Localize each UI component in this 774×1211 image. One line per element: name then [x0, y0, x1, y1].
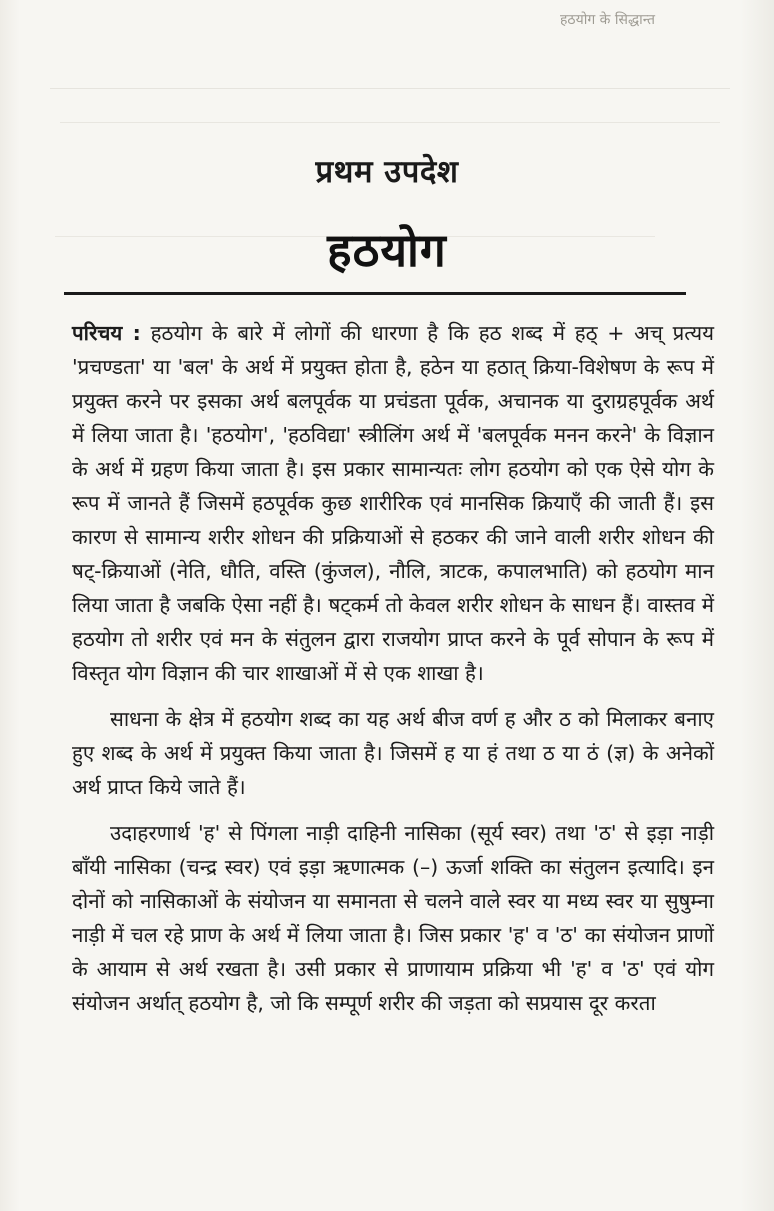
paragraph-lead: परिचय :: [72, 321, 141, 345]
bleed-through-decoration: [60, 122, 720, 129]
bleed-through-decoration: [50, 88, 730, 95]
paragraph-text: हठयोग के बारे में लोगों की धारणा है कि हठ शब्द में हठ् + अच् प्रत्यय 'प्रचण्डता' या 'बल' के अर्थ में प्रयुक्त होता है, हठेन या हठात् क्रिया-विशेषण के रूप में प्रयुक्त करने पर इसका अर्थ बलपूर्वक या प्रचंडता पूर्वक, अचानक या दुराग्रहपूर्वक अर्थ में लिया जाता है। 'हठयोग', 'हठविद्या' स्त्रीलिंग अर्थ में 'बलपूर्वक मनन करने' के विज्ञान के अर्थ में ग्रहण किया जाता है। इस प्रकार सामान्यतः लोग हठयोग को एक ऐसे योग के रूप में जानते हैं जिसमें हठपूर्वक कुछ शारीरिक एवं मानसिक क्रियाएँ की जाती हैं। इस कारण से सामान्य शरीर शोधन की प्रक्रियाओं से हठकर की जाने वाली शरीर शोधन की षट्-क्रियाओं (नेति, धौति, वस्ति (कुंजल), नौलि, त्राटक, कपालभाति) को हठयोग मान लिया जाता है जबकि ऐसा नहीं है। षट्कर्म तो केवल शरीर शोधन के साधन हैं। वास्तव में हठयोग तो शरीर एवं मन के संतुलन द्वारा राजयोग प्राप्त करने के पूर्व सोपान के रूप में विस्तृत योग विज्ञान की चार शाखाओं में से एक शाखा है।: [72, 321, 714, 685]
title-divider: [64, 292, 686, 295]
paragraph-example: [72, 816, 714, 1020]
paragraph-sadhana: [72, 702, 714, 804]
paragraph-text: साधना के क्षेत्र में हठयोग शब्द का यह अर्थ बीज वर्ण ह और ठ को मिलाकर बनाए हुए शब्द के अर्थ में प्रयुक्त किया जाता है। जिसमें ह या हं तथा ठ या ठं (ज्ञ) के अनेकों अर्थ प्राप्त किये जाते हैं।: [72, 707, 714, 799]
paragraph-text: उदाहरणार्थ 'ह' से पिंगला नाड़ी दाहिनी नासिका (सूर्य स्वर) तथा 'ठ' से इड़ा नाड़ी बाँयी नासिका (चन्द्र स्वर) एवं इड़ा ऋणात्मक (–) ऊर्जा शक्ति का संतुलन इत्यादि। इन दोनों को नासिकाओं के संयोजन या समानता से चलने वाले स्वर या मध्य स्वर या सुषुम्ना नाड़ी में चल रहे प्राण के अर्थ में लिया जाता है। जिस प्रकार 'ह' व 'ठ' का संयोजन प्राणों के आयाम से अर्थ रखता है। उसी प्रकार से प्राणायाम प्रक्रिया भी 'ह' व 'ठ' एवं योग संयोजन अर्थात् हठयोग है, जो कि सम्पूर्ण शरीर की जड़ता को सप्रयास दूर करता: [72, 821, 714, 1015]
body-text: [72, 316, 714, 1032]
paragraph-intro: [72, 316, 714, 690]
chapter-label: प्रथम उपदेश: [315, 154, 459, 190]
running-head: हठयोग के सिद्धान्त: [560, 12, 656, 28]
chapter-title: हठयोग: [327, 223, 447, 277]
